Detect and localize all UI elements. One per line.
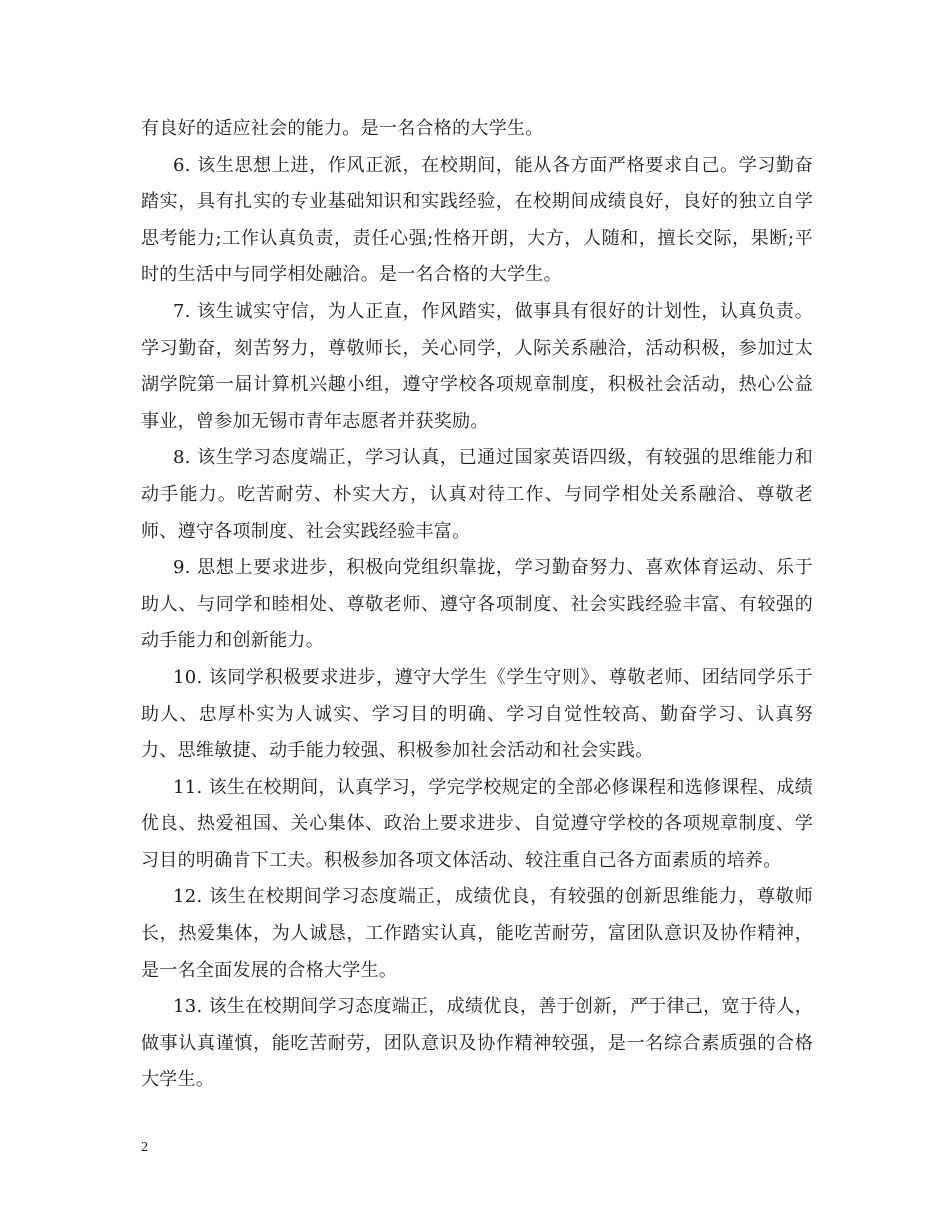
paragraph-item-8: 8. 该生学习态度端正，学习认真，已通过国家英语四级，有较强的思维能力和动手能力。吃苦耐劳、朴实大方，认真对待工作、与同学相处关系融洽、尊敬老师、遵守各项制度、社会实践经验丰富。 — [141, 447, 813, 542]
paragraph-item-13: 13. 该生在校期间学习态度端正，成绩优良，善于创新，严于律己，宽于待人，做事认真谨慎，能吃苦耐劳，团队意识及协作精神较强，是一名综合素质强的合格大学生。 — [141, 996, 813, 1091]
paragraph-continuation: 有良好的适应社会的能力。是一名合格的大学生。 — [141, 118, 544, 139]
paragraph-item-6: 6. 该生思想上进，作风正派，在校期间，能从各方面严格要求自己。学习勤奋踏实，具有扎实的专业基础知识和实践经验，在校期间成绩良好，良好的独立自学思考能力;工作认真负责，责任心强;性格开朗，大方，人随和，擅长交际，果断;平时的生活中与同学相处融洽。是一名合格的大学生。 — [141, 154, 813, 286]
paragraph-item-12: 12. 该生在校期间学习态度端正，成绩优良，有较强的创新思维能力，尊敬师长，热爱集体，为人诚恳，工作踏实认真，能吃苦耐劳，富团队意识及协作精神，是一名全面发展的合格大学生。 — [141, 886, 813, 981]
page-number: 2 — [141, 1140, 148, 1155]
paragraph-item-11: 11. 该生在校期间，认真学习，学完学校规定的全部必修课程和选修课程、成绩优良、热爱祖国、关心集体、政治上要求进步、自觉遵守学校的各项规章制度、学习目的明确肯下工夫。积极参加各项文体活动、较注重自己各方面素质的培养。 — [141, 776, 813, 871]
document-body — [141, 111, 813, 1099]
paragraph-item-9: 9. 思想上要求进步，积极向党组织靠拢，学习勤奋努力、喜欢体育运动、乐于助人、与同学和睦相处、尊敬老师、遵守各项制度、社会实践经验丰富、有较强的动手能力和创新能力。 — [141, 557, 813, 652]
paragraph-item-7: 7. 该生诚实守信，为人正直，作风踏实，做事具有很好的计划性，认真负责。学习勤奋，刻苦努力，尊敬师长，关心同学，人际关系融洽，活动积极，参加过太湖学院第一届计算机兴趣小组，遵守学校各项规章制度，积极社会活动，热心公益事业，曾参加无锡市青年志愿者并获奖励。 — [141, 300, 813, 432]
paragraph-item-10: 10. 该同学积极要求进步，遵守大学生《学生守则》、尊敬老师、团结同学乐于助人、忠厚朴实为人诚实、学习目的明确、学习自觉性较高、勤奋学习、认真努力、思维敏捷、动手能力较强、积极参加社会活动和社会实践。 — [141, 666, 813, 762]
